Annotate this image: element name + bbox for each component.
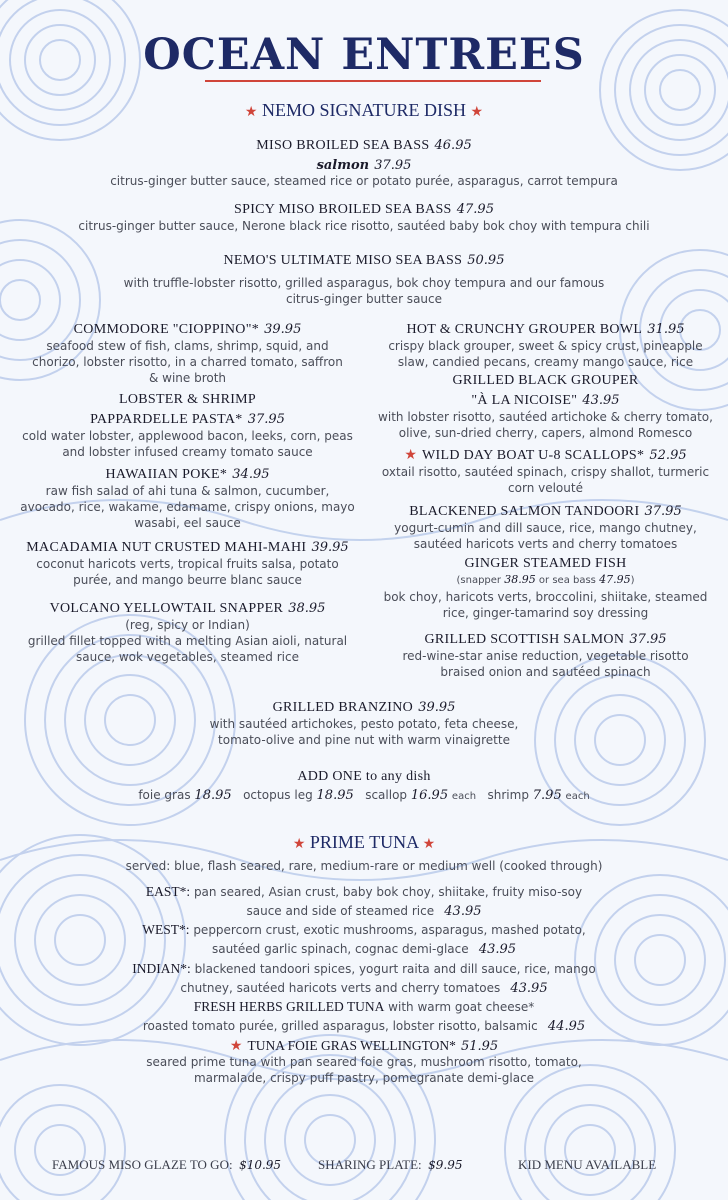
menu-item-lobster-pappardelle: [10, 392, 365, 460]
item-price: 39.95: [264, 322, 302, 337]
star-icon: ★: [244, 105, 258, 120]
item-price: 43.95: [582, 393, 620, 408]
footer-label: FAMOUS MISO GLAZE TO GO:: [52, 1157, 233, 1172]
item-note: (reg, spicy or Indian): [125, 618, 250, 632]
item-description: rice, ginger-tamarind soy dressing: [442, 606, 649, 620]
star-icon: ★: [229, 1038, 243, 1054]
item-description: coconut haricots verts, tropical fruits salsa, potato: [36, 557, 339, 571]
tuna-served-options: served: blue, flash seared, rare, medium-rare or medium well (cooked through): [125, 859, 603, 873]
item-description: olive, sun-dried cherry, capers, almond Romesco: [398, 426, 693, 440]
footer-kid-menu: KID MENU AVAILABLE: [518, 1157, 657, 1172]
menu-item-mahi-mahi: [10, 536, 365, 588]
tuna-indian: [0, 958, 728, 996]
add-one-section: [0, 769, 728, 805]
item-name: GRILLED BRANZINO: [272, 700, 414, 715]
note-price: 47.95: [599, 573, 631, 586]
item-name: MACADAMIA NUT CRUSTED MAHI-MAHI: [26, 540, 307, 555]
item-price: 34.95: [232, 467, 270, 482]
item-description: sautéed haricots verts and cherry tomatoes: [413, 537, 678, 551]
tuna-description: with warm goat cheese*: [384, 1000, 535, 1014]
item-price: 37.95: [247, 412, 285, 427]
tuna-price: 43.95: [444, 904, 482, 919]
item-price: 52.95: [649, 448, 687, 463]
page-title: OCEAN ENTREES: [143, 30, 585, 80]
tuna-description: marmalade, crispy puff pastry, pomegranate demi-glace: [193, 1071, 535, 1085]
item-price: 37.95: [644, 504, 682, 519]
note-label: (snapper: [456, 575, 502, 586]
addon-price: 18.95: [194, 788, 232, 803]
item-description: cold water lobster, applewood bacon, leeks, corn, peas: [22, 429, 353, 443]
item-name: COMMODORE "CIOPPINO"*: [73, 322, 260, 337]
tuna-description: seared prime tuna with pan seared foie gras, mushroom risotto, tomato,: [146, 1055, 582, 1069]
addon-label: octopus leg: [243, 788, 313, 802]
menu-item-spicy-miso-sea-bass: [0, 198, 728, 234]
item-description: wasabi, eel sauce: [134, 516, 241, 530]
item-description: chorizo, lobster risotto, in a charred tomato, saffron: [32, 355, 343, 369]
menu-item-ginger-steamed-fish: [368, 556, 723, 621]
note-label: ): [630, 575, 635, 586]
tuna-label: TUNA FOIE GRAS WELLINGTON*: [247, 1038, 456, 1053]
signature-heading: [0, 100, 728, 121]
item-name: LOBSTER & SHRIMP: [118, 392, 257, 407]
item-name: PAPPARDELLE PASTA*: [90, 412, 243, 427]
item-description: grilled fillet topped with a melting Asian aioli, natural: [27, 634, 348, 648]
item-description: citrus-ginger butter sauce, Nerone black rice risotto, sautéed baby bok choy with tempura chili: [78, 219, 650, 233]
item-description: & wine broth: [148, 371, 227, 385]
add-one-list: [0, 787, 728, 805]
tuna-foie-gras-wellington: [0, 1035, 728, 1086]
item-description: with truffle-lobster risotto, grilled asparagus, bok choy tempura and our famous: [123, 276, 605, 290]
item-description: crispy black grouper, sweet & spicy crust, pineapple: [388, 339, 703, 353]
item-price: 50.95: [467, 253, 505, 268]
star-icon: ★: [422, 837, 436, 852]
prime-tuna-heading: [0, 832, 728, 853]
menu-item-grouper-bowl: [368, 318, 723, 370]
item-name: VOLCANO YELLOWTAIL SNAPPER: [49, 601, 284, 616]
item-price: 39.95: [311, 540, 349, 555]
tuna-price: 44.95: [547, 1019, 586, 1034]
item-name: MISO BROILED SEA BASS: [256, 138, 430, 153]
star-icon: ★: [292, 837, 306, 852]
footer-miso-glaze: [52, 1157, 281, 1173]
addon-unit: each: [451, 791, 477, 802]
item-name: SPICY MISO BROILED SEA BASS: [234, 202, 452, 217]
menu-item-miso-sea-bass: [0, 134, 728, 189]
menu-item-branzino: [0, 696, 728, 748]
item-name: GRILLED SCOTTISH SALMON: [424, 632, 625, 647]
addon-price: 16.95: [410, 788, 449, 803]
item-price: 38.95: [288, 601, 326, 616]
menu-item-black-grouper-nicoise: [368, 373, 723, 441]
item-description: avocado, rice, wakame, edamame, crispy onions, mayo: [20, 500, 355, 514]
item-name: GRILLED BLACK GROUPER: [452, 373, 639, 388]
item-description: seafood stew of fish, clams, shrimp, squid, and: [46, 339, 329, 353]
item-name: NEMO'S ULTIMATE MISO SEA BASS: [223, 253, 463, 268]
item-name: WILD DAY BOAT U-8 SCALLOPS*: [422, 448, 645, 463]
add-one-heading-rest: to any dish: [362, 769, 431, 784]
tuna-description: peppercorn crust, exotic mushrooms, asparagus, mashed potato,: [189, 923, 586, 937]
item-description: yogurt-cumin and dill sauce, rice, mango chutney,: [394, 521, 697, 535]
menu-item-hawaiian-poke: [10, 463, 365, 531]
star-icon: ★: [470, 105, 484, 120]
item-description: purée, and mango beurre blanc sauce: [73, 573, 302, 587]
tuna-description: chutney, sautéed haricots verts and cherry tomatoes: [180, 981, 501, 995]
item-price: 31.95: [647, 322, 685, 337]
item-name: GINGER STEAMED FISH: [464, 556, 627, 571]
menu-item-scottish-salmon: [368, 628, 723, 680]
menu-item-cioppino: [10, 318, 365, 386]
item-description: with lobster risotto, sautéed artichoke & cherry tomato,: [378, 410, 713, 424]
tuna-east: [0, 881, 728, 919]
item-description: citrus-ginger butter sauce: [285, 292, 443, 306]
signature-heading-text: NEMO SIGNATURE DISH: [261, 100, 466, 120]
menu-item-scallops: [368, 444, 723, 496]
footer-label: SHARING PLATE:: [318, 1157, 422, 1172]
item-description: sauce, wok vegetables, steamed rice: [76, 650, 299, 664]
tuna-description: sauce and side of steamed rice: [246, 904, 435, 918]
addon-unit: each: [565, 791, 590, 802]
tuna-description: roasted tomato purée, grilled asparagus, lobster risotto, balsamic: [142, 1019, 538, 1033]
item-name: BLACKENED SALMON TANDOORI: [409, 504, 640, 519]
menu-item-yellowtail-snapper: [10, 597, 365, 665]
tuna-price: 43.95: [510, 981, 548, 996]
tuna-price: 43.95: [478, 942, 517, 957]
title-underline: [205, 80, 541, 82]
footer-sharing-plate: [318, 1157, 463, 1173]
addon-price: 18.95: [316, 788, 354, 803]
footer-price: $10.95: [239, 1158, 282, 1172]
item-description: red-wine-star anise reduction, vegetable risotto: [402, 649, 689, 663]
tuna-description: pan seared, Asian crust, baby bok choy, shiitake, fruity miso-soy: [190, 885, 583, 899]
item-extra-price: 37.95: [374, 158, 412, 173]
item-description: bok choy, haricots verts, broccolini, shiitake, steamed: [383, 590, 708, 604]
add-one-heading: [0, 769, 728, 785]
tuna-label: EAST*:: [145, 884, 191, 899]
tuna-description: sautéed garlic spinach, cognac demi-glace: [211, 942, 469, 956]
tuna-label: INDIAN*:: [132, 961, 191, 976]
item-name: "À LA NICOISE": [471, 393, 578, 408]
item-description: braised onion and sautéed spinach: [440, 665, 651, 679]
item-extra-label: salmon: [316, 158, 370, 173]
addon-label: scallop: [365, 788, 408, 802]
item-description: citrus-ginger butter sauce, steamed rice or potato purée, asparagus, carrot tempura: [110, 174, 618, 188]
note-label: or sea bass: [538, 575, 596, 586]
item-description: corn velouté: [508, 481, 583, 495]
tuna-description: blackened tandoori spices, yogurt raita and dill sauce, rice, mango: [190, 962, 596, 976]
tuna-west: [0, 919, 728, 957]
item-price: 47.95: [456, 202, 494, 217]
item-description: raw fish salad of ahi tuna & salmon, cucumber,: [45, 484, 330, 498]
add-one-heading-bold: ADD ONE: [297, 769, 363, 784]
addon-label: shrimp: [487, 788, 529, 802]
item-name: HAWAIIAN POKE*: [105, 467, 228, 482]
item-name: HOT & CRUNCHY GROUPER BOWL: [406, 322, 643, 337]
tuna-label: WEST*:: [142, 922, 190, 937]
item-description: oxtail risotto, sautéed spinach, crispy shallot, turmeric: [381, 465, 710, 479]
menu-item-salmon-tandoori: [368, 500, 723, 552]
star-icon: ★: [404, 447, 417, 463]
item-description: with sautéed artichokes, pesto potato, feta cheese,: [209, 717, 519, 731]
footer-price: $9.95: [428, 1158, 463, 1172]
prime-tuna-heading-text: PRIME TUNA: [309, 832, 419, 852]
item-note: [368, 572, 723, 589]
tuna-price: 51.95: [460, 1039, 499, 1054]
item-price: 37.95: [629, 632, 667, 647]
menu-item-ultimate-miso-sea-bass: [0, 249, 728, 307]
item-price: 46.95: [434, 138, 472, 153]
note-price: 38.95: [504, 573, 536, 586]
tuna-label: FRESH HERBS GRILLED TUNA: [193, 999, 385, 1014]
item-description: slaw, candied pecans, creamy mango sauce, rice: [397, 355, 694, 369]
item-price: 39.95: [418, 700, 456, 715]
tuna-fresh-herbs: [0, 996, 728, 1034]
addon-label: foie gras: [138, 788, 191, 802]
item-description: tomato-olive and pine nut with warm vinaigrette: [218, 733, 510, 747]
addon-price: 7.95: [532, 788, 562, 803]
item-description: and lobster infused creamy tomato sauce: [62, 445, 313, 459]
